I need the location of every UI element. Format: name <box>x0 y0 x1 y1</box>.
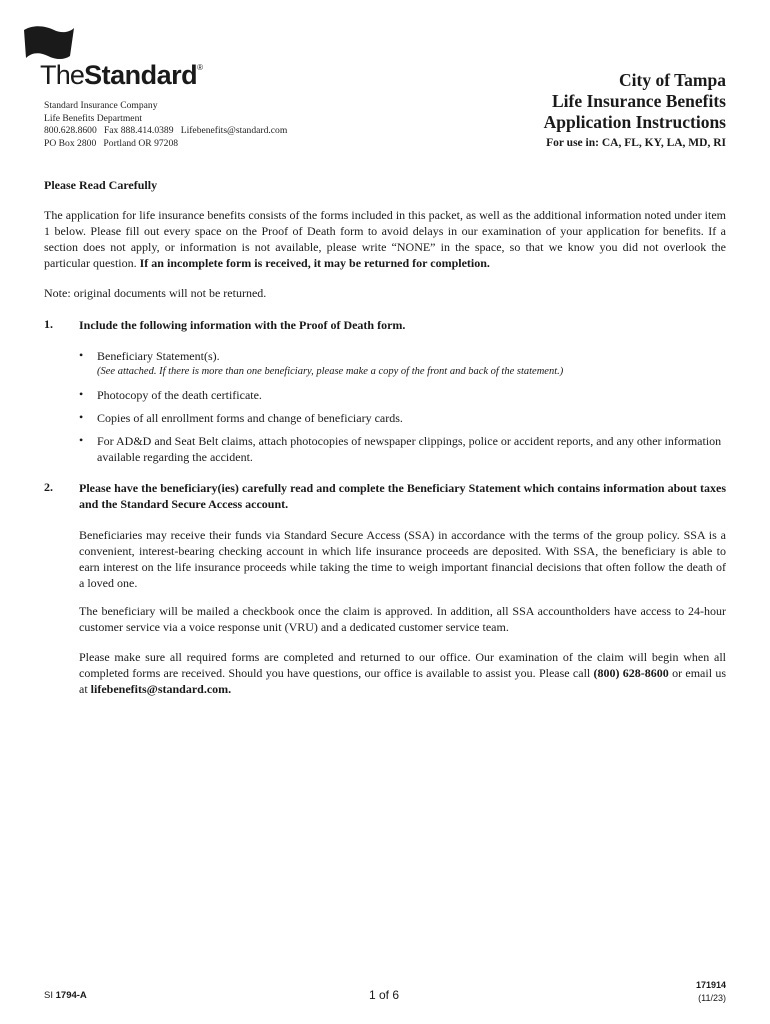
phone-fax-email: 800.628.8600 Fax 888.414.0389 Lifebenefits@standard.com <box>44 125 288 137</box>
bullet-beneficiary-statement: Beneficiary Statement(s). (See attached. If there is more than one beneficiary, please make a copy of the front and back of the statement.) <box>97 348 726 380</box>
incomplete-form-warning: If an incomplete form is received, it may be returned for completion. <box>139 256 490 270</box>
closing-paragraph: Please make sure all required forms are completed and returned to our office. Our examination of the claim will begin when all completed forms are received. Should you have questions, our office is available to assist you. Please call (800) 628-8600 or email us at lifebenefits@standard.com. <box>79 650 726 696</box>
ssa-paragraph: Beneficiaries may receive their funds via Standard Secure Access (SSA) in accordance with the terms of the group policy. SSA is a convenient, interest-bearing checking account in which life insurance proceeds are deposited. With SSA, the beneficiary is able to earn interest on the life insurance proceeds while taking the time to weigh important financial decisions that often follow the death of a loved one. <box>79 528 726 590</box>
title-line-1: City of Tampa <box>619 70 726 90</box>
section-heading: Please Read Carefully <box>44 178 158 192</box>
title-line-3: Application Instructions <box>543 112 726 132</box>
mailing-address: PO Box 2800 Portland OR 97208 <box>44 137 179 149</box>
page-number: 1 of 6 <box>369 988 400 1002</box>
item-2-number: 2. <box>44 480 53 494</box>
bullet-icon: • <box>79 348 84 362</box>
document-code: 171914 (11/23) <box>695 980 726 1003</box>
title-line-2: Life Insurance Benefits <box>551 91 726 111</box>
item-1-heading: Include the following information with the Proof of Death form. <box>79 318 406 332</box>
contact-phone: (800) 628-8600 <box>593 666 669 680</box>
bullet-icon: • <box>79 433 84 447</box>
beneficiary-statement-note: (See attached. If there is more than one beneficiary, please make a copy of the front and back of the statement.) <box>97 366 564 377</box>
department-name: Life Benefits Department <box>44 112 143 124</box>
contact-email: lifebenefits@standard.com. <box>90 682 232 696</box>
bullet-add-claims: For AD&D and Seat Belt claims, attach photocopies of newspaper clippings, police or accident reports, and any other information available regarding the accident. <box>97 434 722 464</box>
item-1-number: 1. <box>44 317 53 331</box>
form-number: SI 1794-A <box>44 990 87 1001</box>
bullet-icon: • <box>79 387 84 401</box>
document-title <box>544 70 726 149</box>
originals-note: Note: original documents will not be returned. <box>44 286 267 300</box>
contact-block <box>44 100 287 150</box>
bullet-enrollment-forms: Copies of all enrollment forms and change of beneficiary cards. <box>97 411 403 425</box>
item-2-heading: Please have the beneficiary(ies) carefully read and complete the Beneficiary Statement which contains information about taxes and the Standard Secure Access account. <box>79 481 726 511</box>
company-name: Standard Insurance Company <box>44 100 158 111</box>
states-in-use: For use in: CA, FL, KY, LA, MD, RI <box>546 137 726 149</box>
bullet-death-certificate: Photocopy of the death certificate. <box>97 388 262 402</box>
bullet-icon: • <box>79 410 84 424</box>
intro-paragraph: The application for life insurance benefits consists of the forms included in this packet, as well as the additional information noted under item 1 below. Please fill out every space on the Proof of Death form to avoid delays in our examination of your application for benefits. If a section does not apply, or information is not available, please write “NONE” in the space, so that we know you did not overlook the particular question. If an incomplete form is received, it may be returned for completion. <box>44 208 726 270</box>
checkbook-paragraph: The beneficiary will be mailed a checkbook once the claim is approved. In addition, all SSA accountholders have access to 24-hour customer service via a voice response unit (VRU) and a dedicated customer service team. <box>79 604 726 634</box>
company-logo: TheStandard® <box>40 60 203 90</box>
